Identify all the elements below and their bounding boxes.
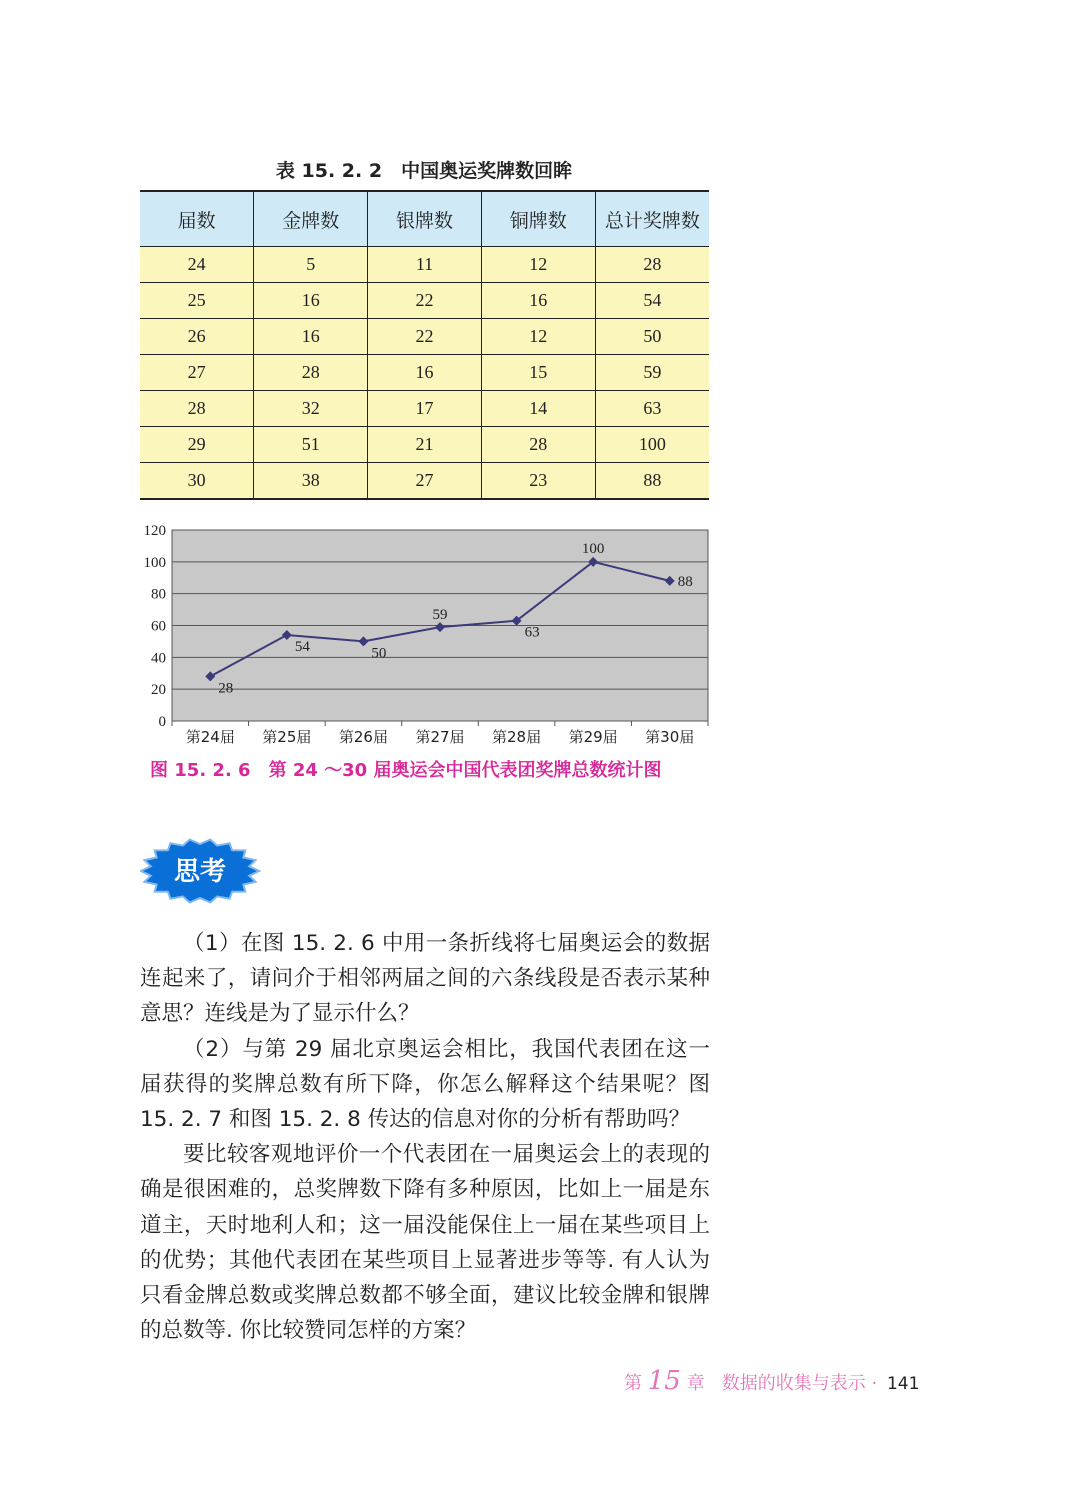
table-cell: 63: [595, 391, 709, 427]
table-cell: 12: [481, 319, 595, 355]
page-number: 141: [886, 1374, 920, 1394]
x-tick-label: 第29届: [568, 728, 618, 746]
table-cell: 88: [595, 463, 709, 500]
table-cell: 16: [368, 355, 482, 391]
y-tick-label: 20: [151, 682, 166, 699]
x-tick-label: 第24届: [185, 728, 235, 746]
y-tick-label: 80: [151, 586, 166, 603]
table-cell: 12: [481, 247, 595, 283]
header-cell-gold: 金牌数: [254, 191, 368, 247]
page-footer: [624, 1366, 919, 1396]
y-tick-label: 0: [158, 714, 166, 730]
data-label: 28: [218, 680, 234, 697]
table-row: [140, 319, 709, 355]
table-cell: 11: [368, 247, 482, 283]
data-label: 59: [432, 607, 448, 624]
think-badge: [140, 836, 264, 910]
chapter-prefix: 第: [624, 1373, 642, 1394]
table-cell: 50: [595, 319, 709, 355]
table-cell: 27: [140, 355, 254, 391]
table-cell: 16: [254, 319, 368, 355]
table-cell: 14: [481, 391, 595, 427]
chapter-number: 15: [647, 1366, 681, 1396]
y-tick-label: 120: [143, 523, 166, 539]
table-cell: 51: [254, 427, 368, 463]
think-label: 思考: [173, 857, 227, 887]
table-cell: 38: [254, 463, 368, 500]
header-cell-silver: 银牌数: [368, 191, 482, 247]
table-cell: 25: [140, 283, 254, 319]
x-tick-label: 第28届: [492, 728, 542, 746]
x-tick-label: 第30届: [645, 728, 695, 746]
table-cell: 24: [140, 247, 254, 283]
table-cell: 28: [595, 247, 709, 283]
medal-table: [140, 190, 709, 500]
table-cell: 32: [254, 391, 368, 427]
table-row: [140, 463, 709, 500]
table-row: [140, 391, 709, 427]
discussion-paragraph: 要比较客观地评价一个代表团在一届奥运会上的表现的确是很困难的，总奖牌数下降有多种原因，比如上一届是东道主，天时地利人和；这一届没能保住上一届在某些项目上的优势；其他代表团在某些项目上显著进步等等. 有人认为只看金牌总数或奖牌总数都不够全面，建议比较金牌和银牌的总数等. 你比较赞同怎样的方案？: [140, 1142, 710, 1344]
data-label: 50: [371, 645, 387, 662]
table-cell: 28: [140, 391, 254, 427]
data-label: 54: [294, 639, 310, 656]
table-cell: 26: [140, 319, 254, 355]
table-cell: 16: [481, 283, 595, 319]
table-cell: 54: [595, 283, 709, 319]
table-row: [140, 427, 709, 463]
table-cell: 28: [481, 427, 595, 463]
question-paragraph-1: （1）在图 15. 2. 6 中用一条折线将七届奥运会的数据连起来了，请问介于相邻两届之间的六条线段是否表示某种意思？连线是为了显示什么？: [140, 931, 710, 1027]
table-cell: 5: [254, 247, 368, 283]
y-tick-label: 100: [143, 554, 166, 571]
header-cell-session: 届数: [140, 191, 254, 247]
y-tick-label: 40: [151, 650, 166, 667]
table-cell: 17: [368, 391, 482, 427]
data-label: 100: [581, 540, 605, 557]
table-caption: 表 15. 2. 2 中国奥运奖牌数回眸: [275, 160, 573, 182]
x-tick-label: 第27届: [415, 728, 465, 746]
table-cell: 30: [140, 463, 254, 500]
body-text: [140, 926, 710, 1348]
table-cell: 15: [481, 355, 595, 391]
header-cell-total: 总计奖牌数: [595, 191, 709, 247]
table-cell: 22: [368, 283, 482, 319]
table-cell: 27: [368, 463, 482, 500]
starburst-badge-icon: [140, 836, 264, 906]
table-cell: 28: [254, 355, 368, 391]
table-cell: 29: [140, 427, 254, 463]
table-row: [140, 247, 709, 283]
x-tick-label: 第26届: [338, 728, 388, 746]
header-cell-bronze: 铜牌数: [481, 191, 595, 247]
footer-separator: ·: [871, 1373, 878, 1394]
table-cell: 22: [368, 319, 482, 355]
table-cell: 16: [254, 283, 368, 319]
table-cell: 100: [595, 427, 709, 463]
y-tick-label: 60: [151, 618, 166, 635]
data-label: 63: [524, 624, 540, 641]
x-tick-label: 第25届: [262, 728, 312, 746]
table-row: [140, 355, 709, 391]
table-cell: 59: [595, 355, 709, 391]
table-row: [140, 283, 709, 319]
table-cell: 21: [368, 427, 482, 463]
chapter-title: 数据的收集与表示: [721, 1373, 866, 1394]
data-label: 88: [677, 573, 693, 590]
question-paragraph-2: （2）与第 29 届北京奥运会相比，我国代表团在这一届获得的奖牌总数有所下降，你怎么解释这个结果呢？图 15. 2. 7 和图 15. 2. 8 传达的信息对你的分析有帮助吗？: [140, 1036, 710, 1133]
table-header-row: [140, 191, 709, 247]
chapter-suffix: 章: [686, 1373, 705, 1394]
figure-caption: 图 15. 2. 6 第 24 ～30 届奥运会中国代表团奖牌总数统计图: [150, 760, 662, 781]
medal-total-line-chart: [130, 518, 720, 750]
table-cell: 23: [481, 463, 595, 500]
